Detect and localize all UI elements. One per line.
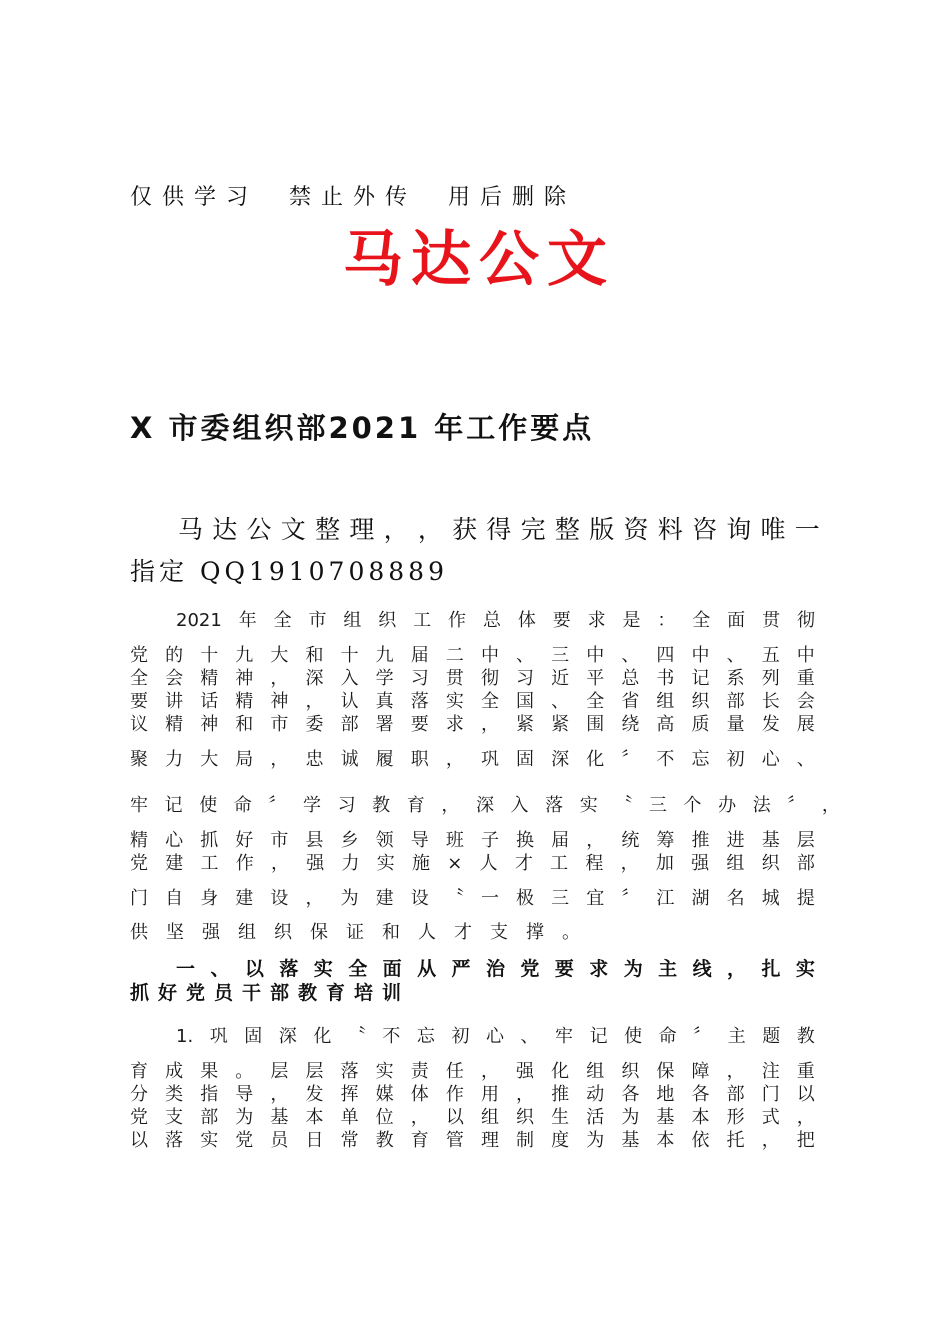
body-line: 党 建 工 作 ， 强 力 实 施 × 人 才 工 程 ， 加 强 组 织 部 — [130, 853, 815, 874]
brand-logo-text: 马达公文 — [343, 225, 615, 295]
intro-line: 马 达 公 文 整 理 ， ， 获 得 完 整 版 资 料 咨 询 唯 一 — [178, 515, 820, 544]
body-line: 全 会 精 神 ， 深 入 学 习 贯 彻 习 近 平 总 书 记 系 列 重 — [130, 668, 815, 689]
body-line: 供坚强组织保证和人才支撑。 — [130, 922, 598, 943]
notice-study-only: 仅供学习 — [130, 185, 259, 210]
body-line: 聚 力 大 局 ， 忠 诚 履 职 ， 巩 固 深 化 〞 不 忘 初 心 、 — [130, 749, 815, 770]
body-line: 门 自 身 建 设 ， 为 建 设 〝 一 极 三 宜 〞 江 湖 名 城 提 — [130, 888, 815, 909]
body-line: 2021 年 全 市 组 织 工 作 总 体 要 求 是 ： 全 面 贯 彻 — [176, 610, 815, 631]
section-heading-line: 一 、 以 落 实 全 面 从 严 治 党 要 求 为 主 线 ， 扎 实 — [176, 958, 815, 980]
intro-line: 指定 QQ1910708889 — [130, 557, 448, 586]
document-title: X 市委组织部2021 年工作要点 — [130, 411, 595, 445]
usage-notice — [130, 180, 576, 211]
notice-no-distribution: 禁止外传 — [289, 185, 418, 210]
body-line: 育 成 果 。 层 层 落 实 责 任 ， 强 化 组 织 保 障 ， 注 重 — [130, 1061, 815, 1082]
body-line: 议 精 神 和 市 委 部 署 要 求 ， 紧 紧 围 绕 高 质 量 发 展 — [130, 714, 815, 735]
intro-paragraph — [130, 508, 820, 592]
body-line: 精 心 抓 好 市 县 乡 领 导 班 子 换 届 ， 统 筹 推 进 基 层 — [130, 830, 815, 851]
section-heading-line: 抓好党员干部教育培训 — [130, 982, 411, 1004]
body-line: 党 的 十 九 大 和 十 九 届 二 中 、 三 中 、 四 中 、 五 中 — [130, 645, 815, 666]
body-line: 党 支 部 为 基 本 单 位 ， 以 组 织 生 活 为 基 本 形 式 ， — [130, 1107, 815, 1128]
notice-delete-after-use: 用后删除 — [448, 185, 577, 210]
body-line: 分 类 指 导 ， 发 挥 媒 体 作 用 ， 推 动 各 地 各 部 门 以 — [130, 1084, 815, 1105]
body-line: 1. 巩 固 深 化 〝 不 忘 初 心 、 牢 记 使 命 〞 主 题 教 — [176, 1026, 815, 1047]
body-line: 牢 记 使 命 〞 学 习 教 育 ， 深 入 落 实 〝 三 个 办 法 〞 ， — [130, 795, 840, 816]
body-line: 以 落 实 党 员 日 常 教 育 管 理 制 度 为 基 本 依 托 ， 把 — [130, 1130, 815, 1151]
body-line: 要 讲 话 精 神 ， 认 真 落 实 全 国 、 全 省 组 织 部 长 会 — [130, 691, 815, 712]
